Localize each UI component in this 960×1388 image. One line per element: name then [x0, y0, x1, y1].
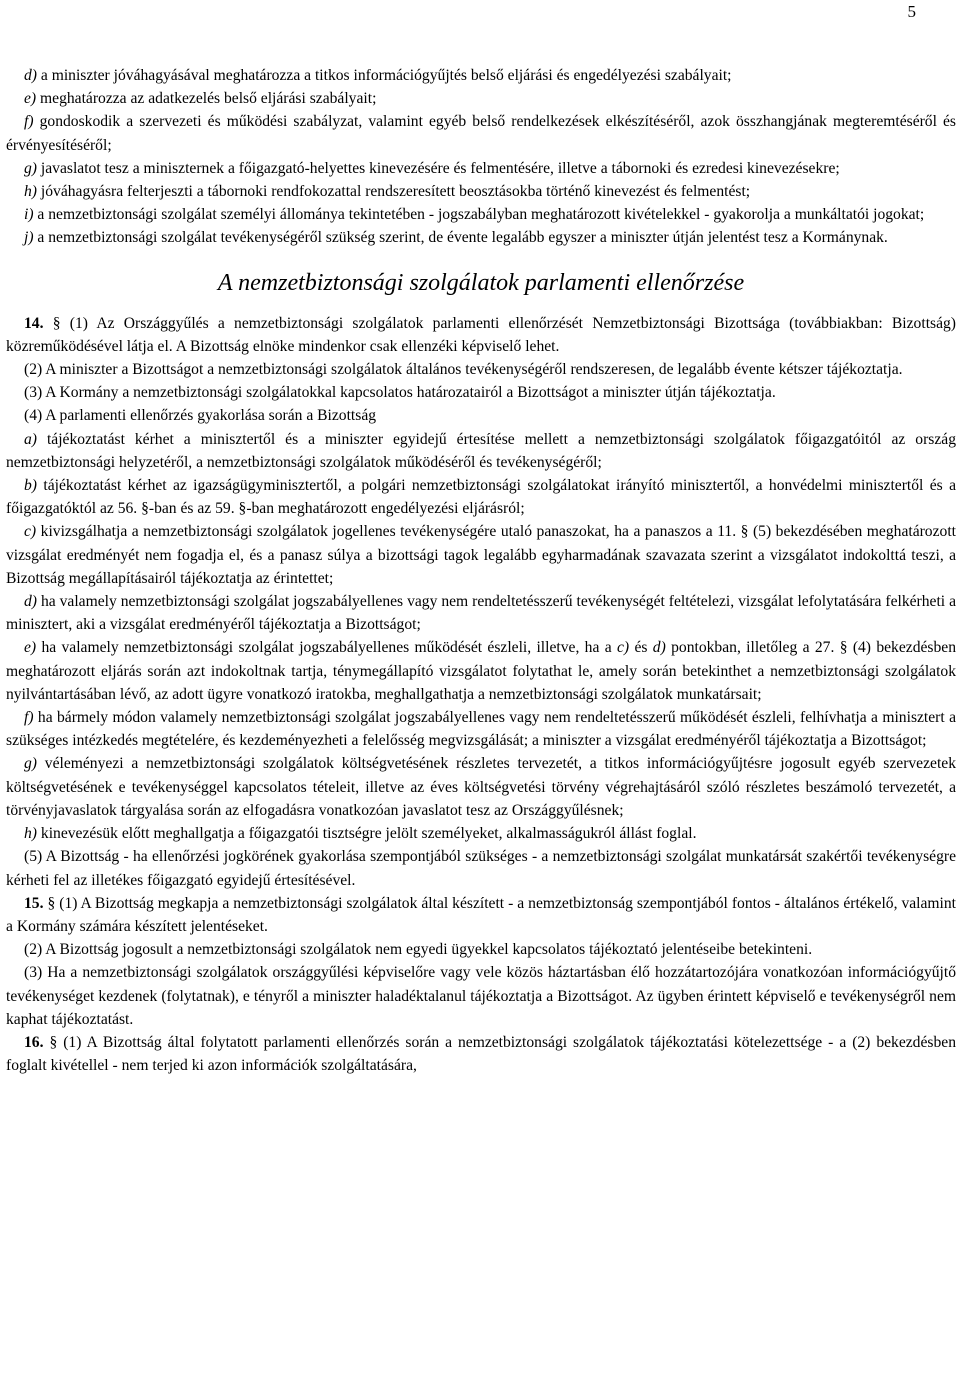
ref-label: c)	[616, 639, 630, 657]
section-14-para-4: (4) A parlamenti ellenőrzés gyakorlása során a Bizottság	[24, 407, 377, 425]
list-item	[6, 706, 956, 752]
section-14-para-3: (3) A Kormány a nemzetbiztonsági szolgálatokkal kapcsolatos határozatairól a Bizottságot a miniszter útján tájékoztatja.	[24, 384, 776, 402]
item-label: h)	[24, 183, 37, 201]
list-item	[6, 636, 956, 706]
section-15-para-1	[6, 892, 956, 938]
list-item	[6, 110, 956, 156]
item-label: f)	[24, 113, 34, 131]
ref-label: d)	[652, 639, 666, 657]
item-label: e)	[24, 639, 37, 657]
section-symbol: §	[52, 314, 61, 332]
para-text: (1) A Bizottság által folytatott parlamenti ellenőrzés során a nemzetbiztonsági szolgálatok tájékoztatási kötelezettsége - a (2) bekezdésben foglalt kivétellel - nem terjed ki azon információk szolgáltatására,	[6, 1033, 956, 1075]
item-text: pontokban, illetőleg a 27. § (4) bekezdésben meghatározott eljárás során azt indokoltnak tartja, ténymegállapító vizsgálatot folytathat le, amely során betekinthet a nemzetbiztonsági szolgálatok nyilvántartásában lévő, az adott ügyre vonatkozó iratokba, meghallgathatja a nemzetbiztonsági szolgálatok munkatársait;	[6, 639, 956, 703]
section-symbol: §	[49, 1033, 58, 1051]
item-text: a nemzetbiztonsági szolgálat személyi állománya tekintetében - jogszabályban meghatározott kivételekkel - gyakorolja a munkáltatói jogokat;	[33, 206, 925, 224]
para-text: (1) A Bizottság megkapja a nemzetbiztonsági szolgálatok által készített - a nemzetbiztonság szempontjából fontos - általános értékelő, valamint a Kormány számára készített jelentéseket.	[6, 894, 957, 935]
item-label: a)	[24, 430, 37, 448]
document-body	[6, 64, 956, 1077]
item-label: d)	[24, 593, 37, 611]
list-item	[6, 520, 956, 590]
list-item	[6, 180, 956, 203]
section-15-para-2: (2) A Bizottság jogosult a nemzetbiztonsági szolgálatok nem egyedi ügyekkel kapcsolatos tájékoztató jelentéseibe betekinteni.	[24, 941, 813, 959]
item-text: meghatározza az adatkezelés belső eljárási szabályait;	[36, 90, 377, 108]
item-label: d)	[24, 67, 37, 84]
item-text: kivizsgálhatja a nemzetbiztonsági szolgálatok jogellenes tevékenységére utaló panaszokat, ha a panaszos a 11. § (5) bekezdésében meghatározott vizsgálat eredményét nem fogadja el, és a panasz súlya a bizottsági tagok legalább egyharmadának szavazata szerint a vizsgálatot indokolttá teszi, a Bizottság megállapításairól tájékoztatja az érintettet;	[6, 523, 956, 587]
item-text: gondoskodik a szervezeti és működési szabályzat, valamint egyéb belső rendelkezések elkészítéséről, azok összhangjának megteremtéséről és érvényesítéséről;	[6, 113, 956, 154]
page-number: 5	[907, 2, 916, 21]
section-heading: A nemzetbiztonsági szolgálatok parlamenti ellenőrzése	[217, 269, 745, 296]
section-number: 14.	[24, 314, 44, 332]
list-item	[6, 590, 956, 636]
section-14-para-2: (2) A miniszter a Bizottságot a nemzetbiztonsági szolgálatok általános tevékenységéről rendszeresen, de legalább évente kétszer tájékoztatja.	[24, 361, 903, 379]
section-symbol: §	[47, 894, 56, 912]
section-number: 16.	[24, 1033, 44, 1051]
section-14-para-1	[6, 312, 956, 358]
list-item	[6, 474, 956, 520]
item-text: ha bármely módon valamely nemzetbiztonsági szolgálat jogszabályellenes vagy nem rendeltetésszerű működését észleli, felhívhatja a minisztert a szükséges intézkedés megtételére, és kezdeményezheti a felelősség megvizsgálását; a miniszter a vizsgálat eredményéről tájékoztatja a Bizottságot;	[6, 709, 956, 750]
item-text: tájékoztatást kérhet a minisztertől és a miniszter egyidejű értesítése mellett a nemzetbiztonsági szolgálatok főigazgatóitól az ország nemzetbiztonsági helyzetéről, a nemzetbiztonsági szolgálatok működéséről és tevékenységéről;	[6, 430, 956, 471]
item-text: kinevezésük előtt meghallgatja a főigazgatói tisztségre jelölt személyeket, alkalmasságukról állást foglal.	[37, 825, 697, 843]
section-16-para-1	[6, 1031, 956, 1077]
list-item	[6, 428, 956, 474]
item-label: j)	[24, 229, 34, 247]
para-text: (1) Az Országgyűlés a nemzetbiztonsági szolgálatok parlamenti ellenőrzését Nemzetbiztonsági Bizottsága (továbbiakban: Bizottság) közreműködésével látja el. A Bizottság elnöke mindenkor csak ellenzéki képviselő lehet.	[6, 314, 957, 355]
item-label: g)	[24, 159, 37, 177]
section-14-para-5: (5) A Bizottság - ha ellenőrzési jogkörének gyakorlása szempontjából szükséges - a nemzetbiztonsági szolgálat munkatársát szakértői tevékenységre kérheti fel az illetékes főigazgató egyidejű értesítésével.	[6, 848, 956, 889]
list-item	[6, 822, 956, 845]
list-item	[6, 64, 956, 87]
item-text: ha valamely nemzetbiztonsági szolgálat jogszabályellenes működését észleli, illetve, ha a	[36, 639, 617, 657]
item-text: a miniszter jóváhagyásával meghatározza a titkos információgyűjtés belső eljárási és engedélyezési szabályait;	[37, 67, 732, 84]
list-item	[6, 87, 956, 110]
item-text: tájékoztatást kérhet az igazságügyminisztertől, a polgári nemzetbiztonsági szolgálatokat irányító minisztertől, a honvédelmi minisztertől és a főigazgatóktól az 56. §-ban és az 59. §-ban meghatározott engedélyezési eljárásról;	[6, 477, 956, 518]
section-15-para-3: (3) Ha a nemzetbiztonsági szolgálatok országgyűlési képviselőre vagy vele közös háztartásban élő hozzátartozójára vonatkozóan információgyűjtő tevékenységet kezdenek (folytatnak), e tényről a miniszter haladéktalanul tájékoztatja a Bizottságot. Az ügyben érintett képviselő e tevékenységről nem kaphat tájékoztatást.	[6, 964, 956, 1028]
item-label: h)	[24, 825, 37, 843]
item-label: c)	[24, 523, 37, 541]
list-item	[6, 203, 956, 226]
item-text: és	[629, 639, 653, 657]
list-item	[6, 157, 956, 180]
item-label: e)	[24, 90, 37, 108]
item-text: a nemzetbiztonsági szolgálat tevékenységéről szükség szerint, de évente legalább egyszer a miniszter útján jelentést tesz a Kormánynak.	[33, 229, 888, 247]
item-label: g)	[24, 755, 37, 773]
item-label: i)	[24, 206, 34, 224]
item-label: f)	[24, 709, 34, 727]
item-text: javaslatot tesz a miniszternek a főigazgató-helyettes kinevezésére és felmentésére, illetve a tábornoki és ezredesi kinevezésekre;	[37, 159, 840, 177]
item-text: ha valamely nemzetbiztonsági szolgálat jogszabályellenes vagy nem rendeltetésszerű tevékenységét feltételezi, vizsgálat lefolytatására felkérheti a minisztert, aki a vizsgálat eredményéről tájékoztatja a Bizottságot;	[6, 593, 956, 634]
item-label: b)	[24, 477, 37, 495]
item-text: véleményezi a nemzetbiztonsági szolgálatok költségvetésének részletes tervezetét, a titkos információgyűjtésre jogosult egyéb szervezetek költségvetésének e tevékenységgel kapcsolatos tételeit, illetve az éves költségvetési törvény végrehajtásáról szóló részletes beszámoló tervezetét, a törvényjavaslatok tárgyalása során az elfogadásra vonatkozóan javaslatot tesz az Országgyűlésnek;	[6, 755, 956, 819]
list-item	[6, 752, 956, 822]
list-item	[6, 226, 956, 249]
section-number: 15.	[24, 894, 44, 912]
item-text: jóváhagyásra felterjeszti a tábornoki rendfokozattal rendszeresített beosztásokba történő kinevezést és felmentést;	[37, 183, 751, 201]
